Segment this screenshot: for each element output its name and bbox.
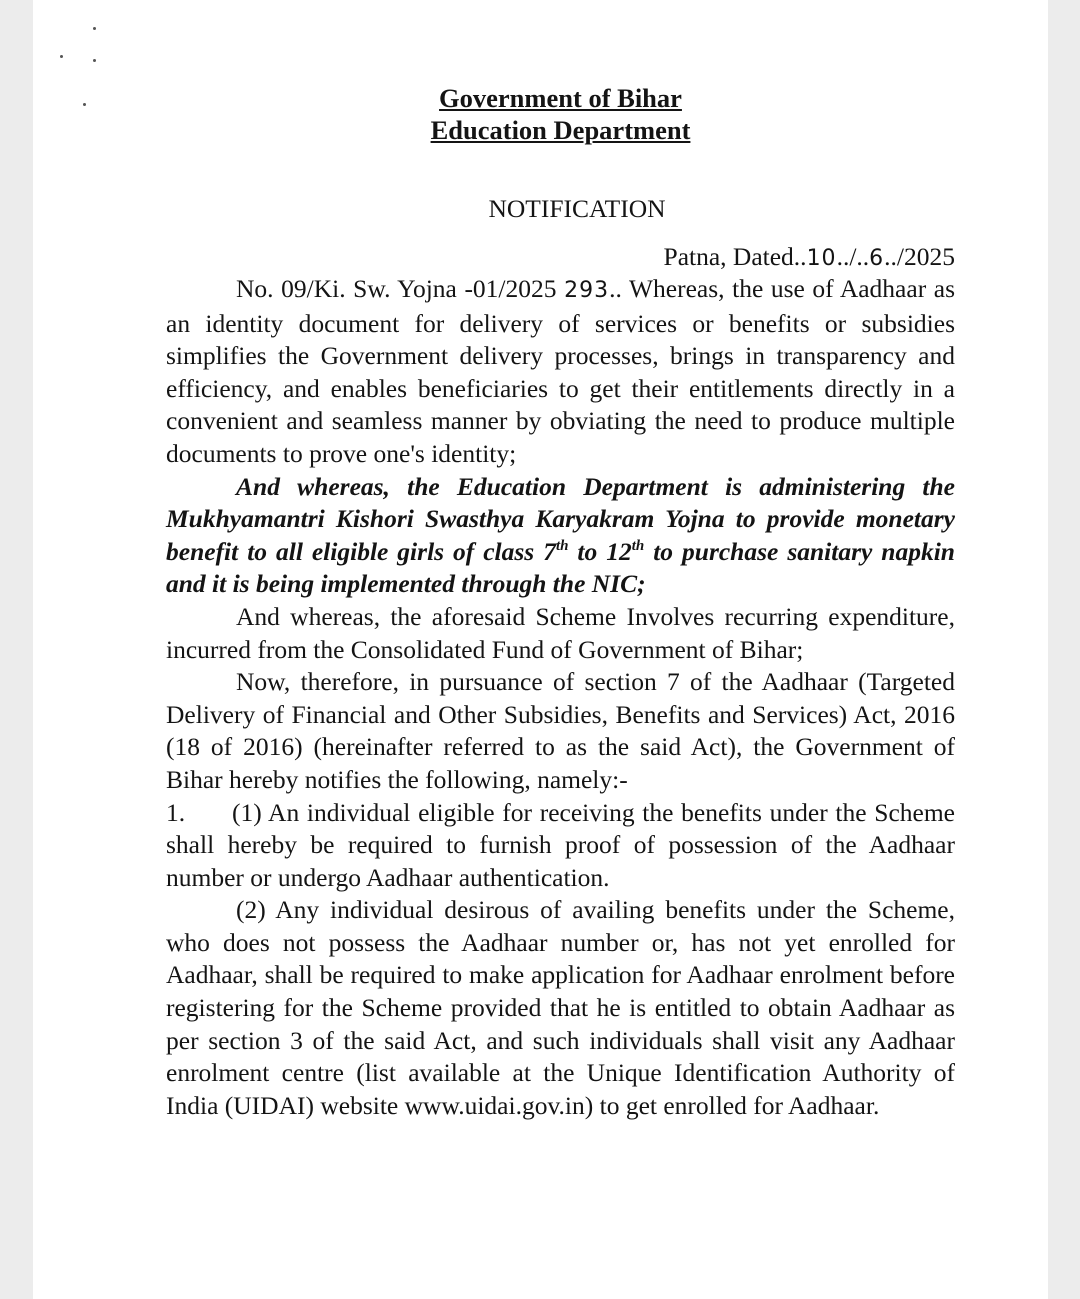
- paragraph-2-text-c: to purchase sanitary napkin and it is being implemented through the NIC;: [166, 536, 955, 599]
- paragraph-whereas-aadhaar: [166, 273, 955, 471]
- scan-speck: [60, 55, 63, 58]
- dateline-suffix: ../2025: [884, 242, 955, 271]
- dateline: [664, 241, 955, 276]
- reference-tail: ..: [609, 274, 622, 303]
- notification-title: NOTIFICATION: [488, 194, 666, 223]
- handwritten-month: 6: [869, 246, 885, 271]
- department-heading: Education Department: [430, 115, 691, 145]
- paragraph-2-text-a: And whereas, the Education Department is administering the Mukhyamantri Kishori Swasthya Karyakram Yojna to provide monetary benefit to all eligible girls of class 7: [166, 471, 955, 566]
- clause-1-1: [166, 797, 955, 895]
- clause-1-2: (2) Any individual desirous of availing benefits under the Scheme, who does not possess the Aadhaar number or, has not yet enrolled for Aadhaar, shall be required to make application for Aadhaar enrolment before registering for the Scheme provided that he is entitled to obtain Aadhaar as per section 3 of the said Act, and such individuals shall visit any Aadhaar enrolment centre (list available at the Unique Identification Authority of India (UIDAI) website www.uidai.gov.in) to get enrolled for Aadhaar.: [166, 895, 955, 1120]
- dateline-prefix: Patna, Dated..: [663, 242, 807, 271]
- paragraph-now-therefore: Now, therefore, in pursuance of section 7 of the Aadhaar (Targeted Delivery of Financial and Other Subsidies, Benefits and Services) Act, 2016 (18 of 2016) (hereinafter referred to as the said Act), the Government of Bihar hereby notifies the following, namely:-: [166, 667, 955, 794]
- scan-speck: [83, 103, 86, 106]
- scan-speck: [93, 59, 96, 62]
- reference-number: No. 09/Ki. Sw. Yojna -01/2025: [236, 274, 557, 303]
- paragraph-expenditure: And whereas, the aforesaid Scheme Involves recurring expenditure, incurred from the Consolidated Fund of Government of Bihar;: [166, 601, 955, 664]
- paragraph-scheme: [166, 471, 955, 601]
- handwritten-day: 10: [806, 246, 837, 271]
- scan-speck: [93, 27, 96, 30]
- paragraph-1-text: Whereas, the use of Aadhaar as an identity document for delivery of services or benefits or subsidies simplifies the Government delivery processes, brings in transparency and efficiency, and enables beneficiaries to get their entitlements directly in a convenient and seamless manner by obviating the need to produce multiple documents to prove one's identity;: [166, 274, 956, 468]
- dateline-separator: ../..: [836, 242, 870, 271]
- superscript-th-2: th: [631, 537, 645, 554]
- superscript-th-1: th: [555, 537, 569, 554]
- notification-body: [166, 273, 955, 1122]
- clause-1-1-text: (1) An individual eligible for receiving the benefits under the Scheme shall hereby be required to furnish proof of possession of the Aadhaar number or undergo Aadhaar authentication.: [166, 797, 955, 892]
- paragraph-2-text-b: to 12: [568, 536, 632, 566]
- clause-number: 1.: [166, 797, 186, 827]
- government-heading: Government of Bihar: [439, 83, 682, 113]
- handwritten-reference-number: 293: [564, 278, 610, 303]
